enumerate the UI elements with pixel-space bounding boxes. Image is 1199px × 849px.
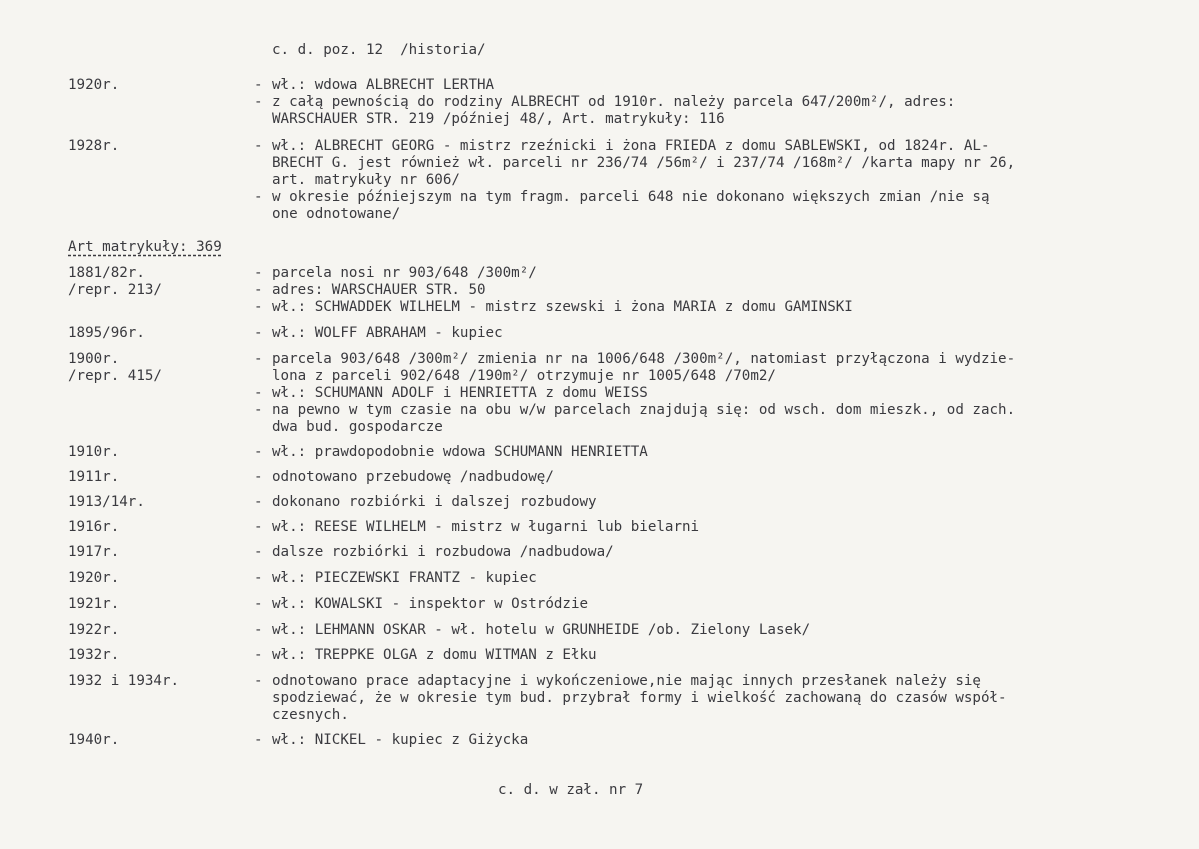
entry-text: z całą pewnością do rodziny ALBRECHT od 1910r. należy parcela 647/200m²/, adres: (272, 94, 956, 110)
entry-bullet: - (254, 402, 263, 418)
entry-text: wł.: SCHUMANN ADOLF i HENRIETTA z domu WEISS (272, 385, 648, 401)
page-footer: c. d. w zał. nr 7 (498, 782, 644, 798)
entry-bullet: - (254, 299, 263, 315)
entry-date: 1932r. (68, 647, 120, 663)
entry-bullet: - (254, 469, 263, 485)
entry-date: 1913/14r. (68, 494, 145, 510)
entry-bullet: - (254, 77, 263, 93)
entry-text: wł.: wdowa ALBRECHT LERTHA (272, 77, 495, 93)
entry-text: wł.: REESE WILHELM - mistrz w ługarni lub bielarni (272, 519, 700, 535)
entry-text: na pewno w tym czasie na obu w/w parcelach znajdują się: od wsch. dom mieszk., od zach. (272, 402, 1016, 418)
entry-text: wł.: KOWALSKI - inspektor w Ostródzie (272, 596, 589, 612)
entry-bullet: - (254, 570, 263, 586)
entry-date: 1911r. (68, 469, 120, 485)
entry-bullet: - (254, 596, 263, 612)
entry-date: 1928r. (68, 138, 120, 154)
entry-bullet: - (254, 325, 263, 341)
entry-bullet: - (254, 519, 263, 535)
entry-text: wł.: LEHMANN OSKAR - wł. hotelu w GRUNHEIDE /ob. Zielony Lasek/ (272, 622, 811, 638)
entry-text: one odnotowane/ (272, 206, 401, 222)
entry-date: 1917r. (68, 544, 120, 560)
entry-bullet: - (254, 444, 263, 460)
entry-date: 1920r. (68, 570, 120, 586)
entry-text: wł.: WOLFF ABRAHAM - kupiec (272, 325, 503, 341)
entry-text: parcela nosi nr 903/648 /300m²/ (272, 265, 537, 281)
entry-text: wł.: SCHWADDEK WILHELM - mistrz szewski i żona MARIA z domu GAMINSKI (272, 299, 853, 315)
entry-date: /repr. 213/ (68, 282, 162, 298)
entry-date: 1920r. (68, 77, 120, 93)
entry-text: BRECHT G. jest również wł. parceli nr 236/74 /56m²/ i 237/74 /168m²/ /karta mapy nr 26, (272, 155, 1016, 171)
entry-date: 1881/82r. (68, 265, 145, 281)
entry-date: /repr. 415/ (68, 368, 162, 384)
entry-text: czesnych. (272, 707, 349, 723)
entry-text: dwa bud. gospodarcze (272, 419, 443, 435)
entry-date: 1916r. (68, 519, 120, 535)
entry-text: dokonano rozbiórki i dalszej rozbudowy (272, 494, 597, 510)
page-header: c. d. poz. 12 /historia/ (272, 42, 486, 58)
entry-text: adres: WARSCHAUER STR. 50 (272, 282, 486, 298)
entry-date: 1910r. (68, 444, 120, 460)
entry-text: WARSCHAUER STR. 219 /później 48/, Art. matrykuły: 116 (272, 111, 725, 127)
entry-bullet: - (254, 265, 263, 281)
entry-bullet: - (254, 138, 263, 154)
entry-text: dalsze rozbiórki i rozbudowa /nadbudowa/ (272, 544, 614, 560)
entry-text: odnotowano prace adaptacyjne i wykończeniowe,nie mając innych przesłanek należy się (272, 673, 981, 689)
entry-text: odnotowano przebudowę /nadbudowę/ (272, 469, 554, 485)
entry-date: 1895/96r. (68, 325, 145, 341)
entry-text: spodziewać, że w okresie tym bud. przybrał formy i wielkość zachowaną do czasów współ- (272, 690, 1007, 706)
section-title: Art matrykuły: 369 (68, 239, 222, 255)
entry-bullet: - (254, 351, 263, 367)
entry-text: wł.: TREPPKE OLGA z domu WITMAN z Ełku (272, 647, 597, 663)
entry-bullet: - (254, 544, 263, 560)
entry-bullet: - (254, 647, 263, 663)
entry-date: 1932 i 1934r. (68, 673, 180, 689)
entry-date: 1900r. (68, 351, 120, 367)
entry-text: wł.: prawdopodobnie wdowa SCHUMANN HENRIETTA (272, 444, 648, 460)
entry-text: wł.: PIECZEWSKI FRANTZ - kupiec (272, 570, 537, 586)
entry-text: wł.: ALBRECHT GEORG - mistrz rzeźnicki i żona FRIEDA z domu SABLEWSKI, od 1824r. AL- (272, 138, 990, 154)
entry-text: lona z parceli 902/648 /190m²/ otrzymuje nr 1005/648 /70m2/ (272, 368, 776, 384)
entry-bullet: - (254, 622, 263, 638)
entry-text: art. matrykuły nr 606/ (272, 172, 460, 188)
entry-date: 1940r. (68, 732, 120, 748)
entry-bullet: - (254, 732, 263, 748)
entry-text: wł.: NICKEL - kupiec z Giżycka (272, 732, 529, 748)
entry-bullet: - (254, 94, 263, 110)
entry-bullet: - (254, 673, 263, 689)
entry-date: 1921r. (68, 596, 120, 612)
entry-text: parcela 903/648 /300m²/ zmienia nr na 1006/648 /300m²/, natomiast przyłączona i wydzie- (272, 351, 1016, 367)
entry-date: 1922r. (68, 622, 120, 638)
entry-bullet: - (254, 282, 263, 298)
entry-text: w okresie późniejszym na tym fragm. parceli 648 nie dokonano większych zmian /nie są (272, 189, 990, 205)
entry-bullet: - (254, 494, 263, 510)
entry-bullet: - (254, 385, 263, 401)
entry-bullet: - (254, 189, 263, 205)
